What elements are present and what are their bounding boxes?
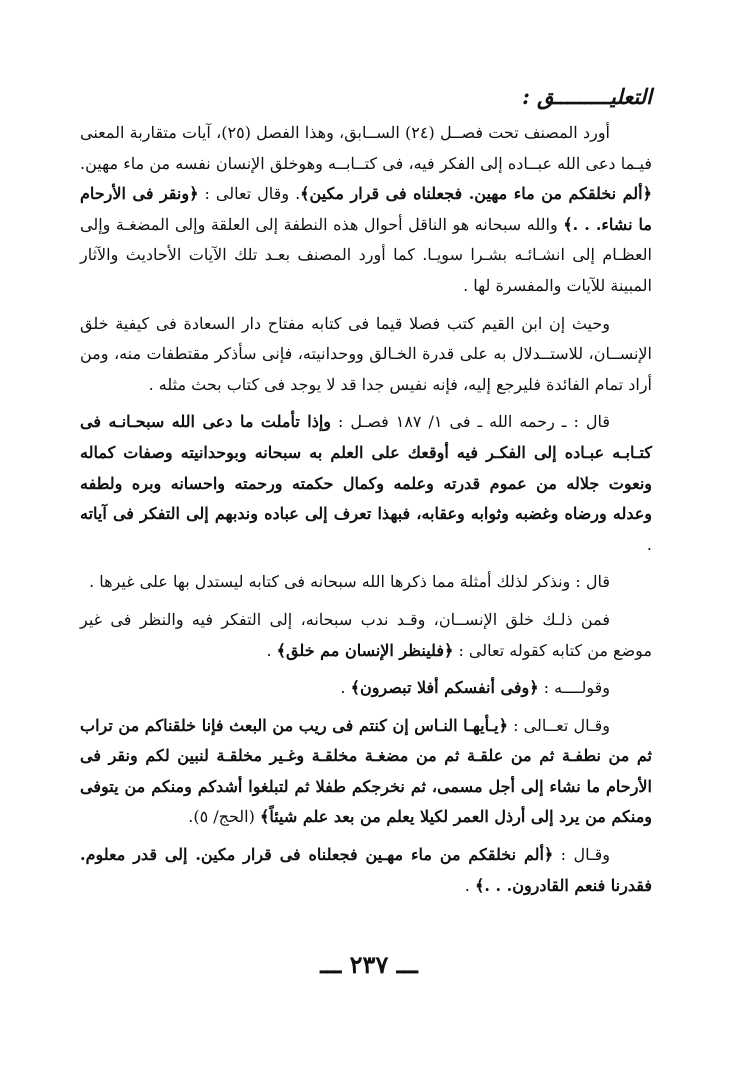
paragraph-4	[80, 567, 652, 598]
paragraph-7-segment-1: وقـال تعــالى :	[507, 715, 611, 735]
paragraph-1-segment-5: والله سبحانه هو الناقل أحوال هذه النطفة إلى العلقة وإلى المضغـة وإلى العظـام إلى انشـائـه بشـرا سويـا. كما أورد المصنف بعـد تلك الآيات الأحاديث والآثار المبينة للآيات والمفسرة لها .	[80, 214, 652, 295]
commentary-heading: التعليـــــــــق :	[522, 84, 652, 109]
quran-quote-hajj-5: ﴿يـأيهـا النـاس إن كنتم فى ريب من البعث فإنا خلقناكم من تراب ثم من نطفـة ثم من علقـة ثم من مضغـة مخلقـة وغـير مخلقـة لنبين لكم ونقر فى الأرحام ما نشاء إلى أجل مسمى، ثم نخرجكم طفلا ثم لتبلغوا أشدكم ومنكم من يتوفى ومنكم من يرد إلى أرذل العمر لكيلا يعلم من بعد علم شيئاً﴾	[80, 715, 652, 827]
paragraph-5-segment-3: .	[266, 640, 277, 660]
paragraph-6	[80, 673, 652, 704]
ibn-qayyim-quote: وإذا تأملت ما دعى الله سبحـانـه فى كتـابـه عبـاده إلى الفكـر فيه أوقعك على العلم به سبحانه وبوحدانيته وصفات كماله ونعوت جلاله من عموم قدرته وعلمه وكمال حكمته ورحمته واحسانه وبره ولطفه وعدله ورضاه وغضبه وثوابه وعقابه، فبهذا تعرف إلى عباده وندبهم إلى التفكر فى آياته	[80, 412, 652, 524]
paragraph-8-segment-3: .	[464, 875, 475, 895]
paragraph-4-segment-1: قال : ونذكر لذلك أمثلة مما ذكرها الله سبحانه فى كتابه ليستدل بها على غيرها .	[89, 572, 610, 592]
quran-quote-mahin: ﴿ألم نخلقكم من ماء مهين. فجعلناه فى قرار مكين﴾	[300, 184, 652, 204]
page-number: ـــ ٢٣٧ ـــ	[320, 950, 418, 979]
paragraph-5	[80, 605, 652, 666]
paragraph-6-segment-1: وقولــــه :	[538, 678, 610, 698]
paragraph-1-segment-1: أورد المصنف تحت فصــل (٢٤) الســابق، وهذا الفصل (٢٥)، آيات متقاربة المعنى فيـما دعى الله عبــاده إلى الفكر فيه، فى كتــابــه وهوخلق الإنسان نفسه من ماء مهين.	[80, 123, 652, 173]
paragraph-3-segment-1: قال : ـ رحمه الله ـ فى ١/ ١٨٧ فصـل :	[331, 412, 611, 432]
paragraph-3	[80, 407, 652, 560]
paragraph-2	[80, 309, 652, 401]
paragraph-2-segment-1: وحيث إن ابن القيم كتب فصلا قيما فى كتابه مفتاح دار السعادة فى كيفية خلق الإنســان، للاستــدلال به على قدرة الخـالق ووحدانيته، فإنى سأذكر مقتطفات منه، ومن أراد تمام الفائدة فليرجع إليه، فإنه نفيس جدا قد لا يوجد فى كتاب بحث مثله .	[80, 313, 652, 394]
paragraph-8-segment-1: وقـال :	[553, 845, 611, 865]
paragraph-5-segment-1: فمن ذلـك خلق الإنســان، وقـد ندب سبحانه، إلى التفكر فيه والنظر فى غير موضع من كتابه كقوله تعالى :	[80, 609, 652, 660]
paragraph-1-segment-3: . وقال تعالى :	[198, 184, 301, 204]
quran-quote-falyanzur: ﴿فلينظر الإنسان مم خلق﴾	[276, 640, 454, 660]
paragraph-6-segment-3: .	[340, 678, 351, 698]
hajj-reference: (الحج/ ٥).	[188, 807, 260, 827]
quran-quote-nuqirr: ﴿ونقر فى الأرحام ما نشاء. . .﴾	[80, 184, 653, 234]
paragraph-3-segment-3: .	[646, 534, 652, 554]
paragraph-7	[80, 711, 652, 833]
commentary-body	[80, 118, 652, 908]
quran-quote-anfusikum: ﴿وفى أنفسكم أفلا تبصرون﴾	[350, 678, 539, 698]
paragraph-1	[80, 118, 652, 302]
quran-quote-qadirun: ﴿ألم نخلقكم من ماء مهـين فجعلناه فى قرار مكين. إلى قدر معلوم. فقدرنا فنعم القادرون. . .﴾	[80, 845, 652, 895]
paragraph-8	[80, 840, 652, 901]
